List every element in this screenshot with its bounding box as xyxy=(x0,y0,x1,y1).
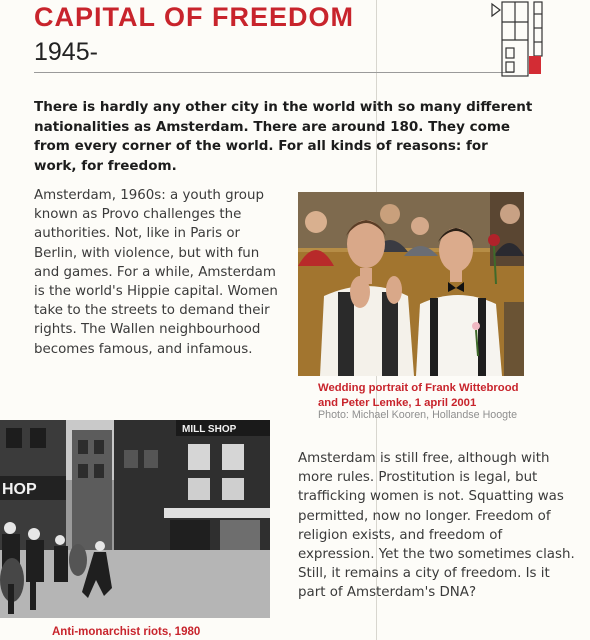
period-years: 1945- xyxy=(34,38,98,66)
floor-plan-icon xyxy=(486,0,548,78)
wedding-photo-credit: Photo: Michael Kooren, Hollandse Hoogte xyxy=(318,409,518,421)
body-text-left: Amsterdam, 1960s: a youth group known as Provo challenges the authorities. Not, like in Paris or Berlin, with violence, but with fun and games. For a while, Amsterdam is the world's Hippie capital. Women take to the streets to demand their rights. The Wallen neighbourhood becomes famous, and infamous. xyxy=(34,188,278,357)
page-title: CAPITAL OF FREEDOM xyxy=(34,2,354,32)
riot-photo-caption: Anti-monarchist riots, 1980 xyxy=(52,626,201,638)
wedding-caption-line-1: Wedding portrait of Frank Wittebrood xyxy=(318,382,519,394)
shop-sign-mill: MILL SHOP xyxy=(182,424,237,435)
wedding-caption-line-2: and Peter Lemke, 1 april 2001 xyxy=(318,396,477,409)
wedding-photo-caption xyxy=(318,381,519,410)
riot-photo xyxy=(0,420,270,618)
title-rule xyxy=(34,72,514,73)
wedding-photo xyxy=(298,192,524,376)
body-text-right: Amsterdam is still free, although with more rules. Prostitution is legal, but trafficking women is not. Squatting was permitted, now no longer. Freedom of religion exists, and freedom of expression. Yet the two sometimes clash. Still, it remains a city of freedom. Is it part of Amsterdam's DNA? xyxy=(298,451,575,601)
intro-paragraph: There is hardly any other city in the world with so many different nationalities as Amsterdam. There are around 180. They come from every corner of the world. For all kinds of reasons: for work, for freedom. xyxy=(34,99,533,174)
shop-sign-left: HOP xyxy=(2,481,37,498)
